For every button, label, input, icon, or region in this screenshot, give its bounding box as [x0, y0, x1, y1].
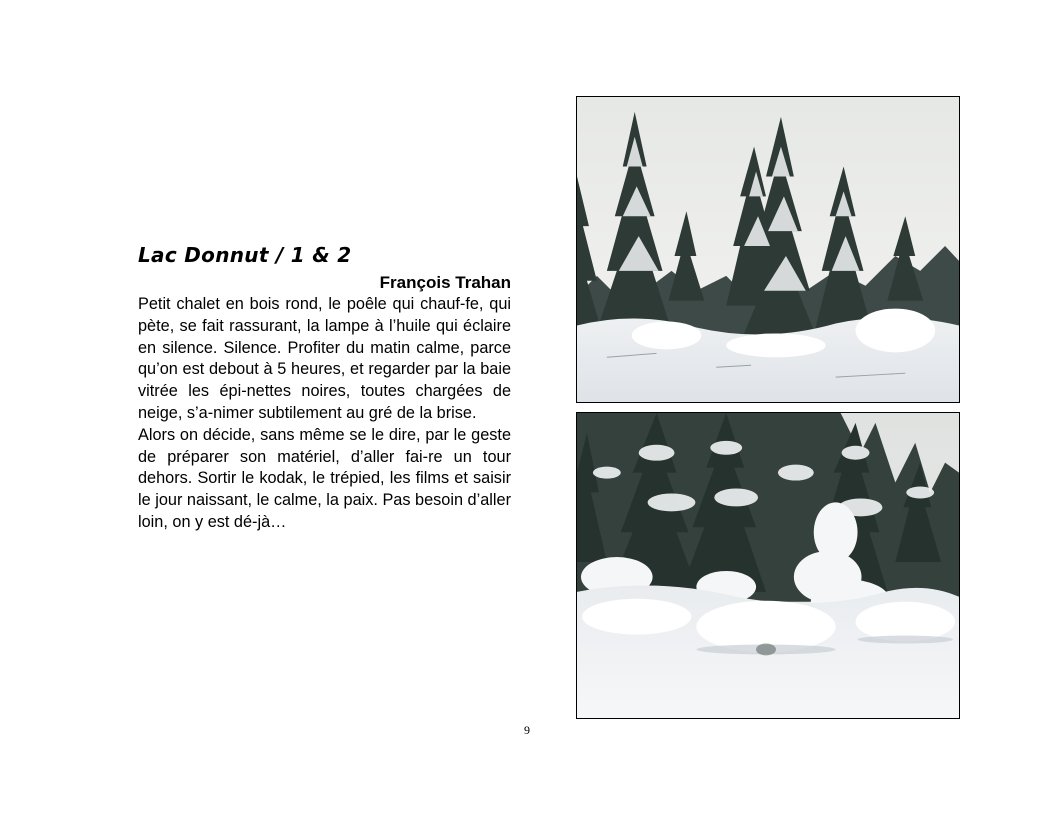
- article: [138, 242, 511, 534]
- photo-winter-forest-1: [576, 96, 960, 403]
- photo-winter-forest-2: [576, 412, 960, 719]
- page-number-text: 9: [524, 723, 530, 737]
- paragraph-2: Alors on décide, sans même se le dire, par le geste de préparer son matériel, d’aller fai-re un tour dehors. Sortir le kodak, le trépied, les films et saisir le jour naissant, le calme, la paix. Pas besoin d’aller loin, on y est dé-jà…: [138, 425, 511, 531]
- page-number: [0, 723, 1056, 738]
- winter-forest-image-2: [577, 413, 959, 718]
- article-body: [138, 294, 511, 534]
- winter-forest-image-1: [577, 97, 959, 402]
- article-title: Lac Donnut / 1 & 2: [138, 243, 352, 267]
- article-author: François Trahan: [379, 273, 511, 292]
- paragraph-1: Petit chalet en bois rond, le poêle qui chauf-fe, qui pète, se fait rassurant, la lampe à l’huile qui éclaire en silence. Silence. Profiter du matin calme, parce qu’on est debout à 5 heures, et regarder par la baie vitrée les épi-nettes noires, toutes chargées de neige, s’a-nimer subtilement au gré de la brise.: [138, 295, 511, 422]
